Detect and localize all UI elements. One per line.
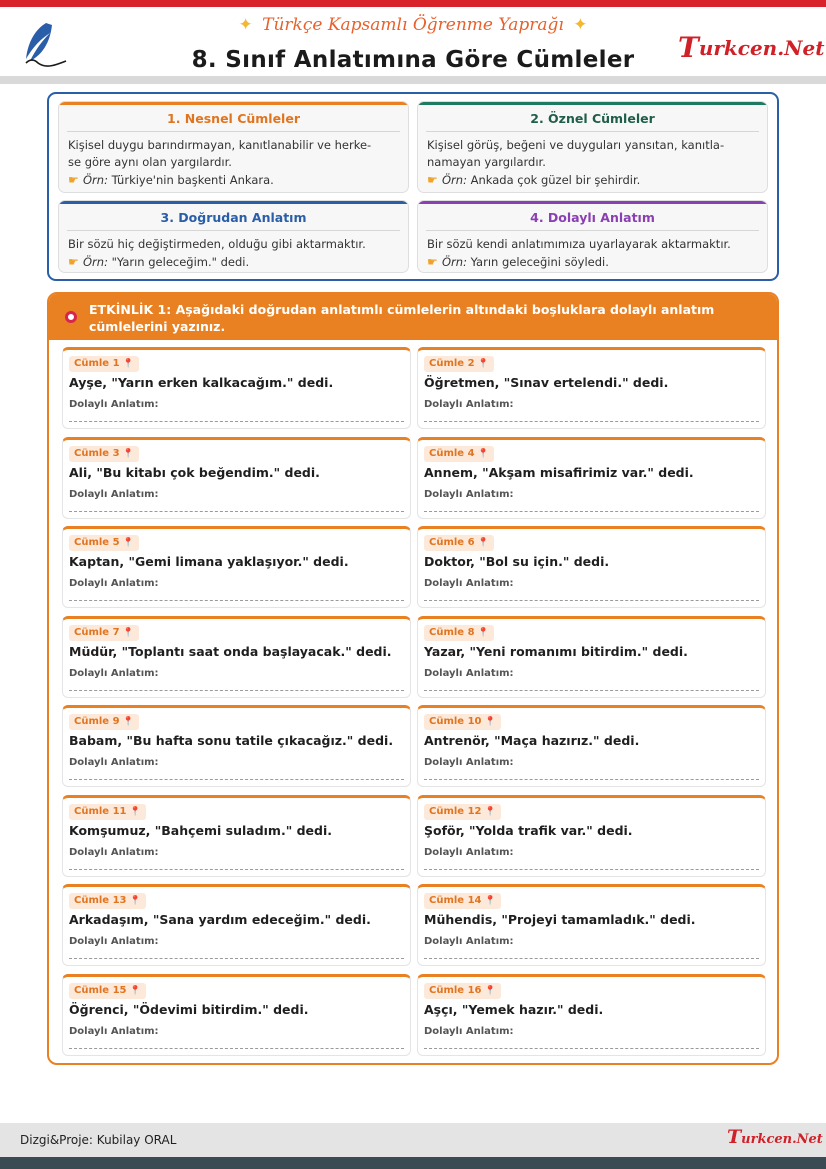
sentence-tag: Cümle 4 📍 [424, 446, 494, 462]
answer-label: Dolaylı Anlatım: [424, 488, 514, 500]
sentence-card [62, 884, 411, 966]
footer-logo: Turkcen.Net [727, 1126, 823, 1148]
direct-speech-sentence: Öğrenci, "Ödevimi bitirdim." dedi. [69, 1001, 309, 1017]
sentence-tag: Cümle 15 📍 [69, 983, 146, 999]
page-header [0, 7, 826, 76]
sparkle-icon: ✦ [573, 15, 588, 35]
definitions-panel [47, 92, 779, 281]
answer-label: Dolaylı Anlatım: [424, 1025, 514, 1037]
sentence-tag: Cümle 10 📍 [424, 714, 501, 730]
target-icon [65, 311, 77, 323]
sentence-tag: Cümle 13 📍 [69, 893, 146, 909]
sentence-card [417, 884, 766, 966]
answer-line[interactable] [69, 421, 404, 422]
sentence-card [62, 705, 411, 787]
answer-label: Dolaylı Anlatım: [69, 1025, 159, 1037]
pushpin-icon: 📍 [484, 896, 496, 906]
pointing-hand-icon: ☛ [68, 255, 79, 269]
answer-line[interactable] [69, 1048, 404, 1049]
pushpin-icon: 📍 [477, 448, 489, 459]
definition-text: Bir sözü kendi anlatımımıza uyarlayarak aktarmaktır. [427, 237, 731, 251]
direct-speech-sentence: Doktor, "Bol su için." dedi. [424, 554, 610, 569]
footer-credit: Dizgi&Proje: Kubilay ORAL [20, 1133, 177, 1147]
pushpin-icon: 📍 [122, 448, 134, 459]
sentence-tag: Cümle 3 📍 [69, 446, 139, 462]
sentence-card [417, 526, 766, 608]
definition-title: 4. Dolaylı Anlatım [426, 210, 759, 231]
activity-header [49, 294, 777, 340]
definition-example: ☛ Örn: Türkiye'nin başkenti Ankara. [68, 173, 274, 187]
sentence-tag: Cümle 6 📍 [424, 535, 494, 551]
definition-card-nesnel [58, 101, 409, 193]
sentence-card [62, 526, 411, 608]
pushpin-icon: 📍 [477, 359, 489, 369]
activity-instructions: ETKİNLİK 1: Aşağıdaki doğrudan anlatımlı cümlelerin altındaki boşluklara dolaylı anlatım cümlelerini yazınız. [89, 302, 715, 334]
answer-line[interactable] [424, 958, 759, 959]
pointing-hand-icon: ☛ [427, 173, 438, 187]
pushpin-icon: 📍 [477, 538, 489, 548]
pushpin-icon: 📍 [477, 627, 489, 638]
sentence-tag: Cümle 8 📍 [424, 625, 494, 641]
sentence-tag: Cümle 16 📍 [424, 983, 501, 999]
answer-label: Dolaylı Anlatım: [424, 846, 514, 858]
definition-example: ☛ Örn: Ankada çok güzel bir şehirdir. [427, 173, 641, 187]
answer-label: Dolaylı Anlatım: [424, 578, 514, 589]
answer-line[interactable] [424, 421, 759, 422]
sentence-card [62, 347, 411, 429]
answer-line[interactable] [424, 690, 759, 691]
answer-label: Dolaylı Anlatım: [69, 757, 159, 768]
answer-label: Dolaylı Anlatım: [424, 399, 514, 410]
subtitle-text: Türkçe Kapsamlı Öğrenme Yaprağı [262, 15, 564, 35]
sentence-card [62, 974, 411, 1056]
definition-text: Kişisel görüş, beğeni ve duyguları yansıtan, kanıtla- namayan yargılardır. [427, 138, 725, 169]
answer-label: Dolaylı Anlatım: [424, 667, 514, 679]
definition-text: Bir sözü hiç değiştirmeden, olduğu gibi aktarmaktır. [68, 237, 366, 251]
direct-speech-sentence: Komşumuz, "Bahçemi suladım." dedi. [69, 822, 332, 838]
answer-line[interactable] [424, 1048, 759, 1049]
answer-line[interactable] [69, 600, 404, 601]
pushpin-icon: 📍 [122, 359, 134, 369]
sentence-tag: Cümle 14 📍 [424, 893, 501, 909]
sentence-tag: Cümle 1 📍 [69, 356, 139, 372]
direct-speech-sentence: Şoför, "Yolda trafik var." dedi. [424, 822, 633, 838]
sentence-tag: Cümle 12 📍 [424, 804, 501, 820]
answer-line[interactable] [424, 779, 759, 780]
definition-card-dogrudan [58, 200, 409, 273]
sentence-card [417, 616, 766, 698]
definition-title: 1. Nesnel Cümleler [67, 111, 400, 132]
direct-speech-sentence: Ali, "Bu kitabı çok beğendim." dedi. [69, 464, 320, 480]
sentence-card [417, 437, 766, 519]
header-divider [0, 76, 826, 84]
answer-line[interactable] [69, 511, 404, 512]
answer-line[interactable] [69, 958, 404, 959]
sentence-tag: Cümle 2 📍 [424, 356, 494, 372]
sentence-card [62, 795, 411, 877]
direct-speech-sentence: Arkadaşım, "Sana yardım edeceğim." dedi. [69, 912, 371, 927]
pushpin-icon: 📍 [129, 985, 141, 996]
sentence-tag: Cümle 11 📍 [69, 804, 146, 820]
sentence-tag: Cümle 7 📍 [69, 625, 139, 641]
direct-speech-sentence: Mühendis, "Projeyi tamamladık." dedi. [424, 912, 696, 927]
answer-line[interactable] [69, 869, 404, 870]
direct-speech-sentence: Annem, "Akşam misafirimiz var." dedi. [424, 464, 694, 480]
definition-example: ☛ Örn: Yarın geleceğini söyledi. [427, 255, 609, 269]
sentence-card [417, 705, 766, 787]
direct-speech-sentence: Babam, "Bu hafta sonu tatile çıkacağız." dedi. [69, 733, 394, 748]
answer-label: Dolaylı Anlatım: [69, 846, 159, 858]
footer-bar [0, 1157, 826, 1169]
pointing-hand-icon: ☛ [68, 173, 79, 187]
direct-speech-sentence: Kaptan, "Gemi limana yaklaşıyor." dedi. [69, 554, 349, 569]
answer-line[interactable] [424, 869, 759, 870]
pushpin-icon: 📍 [129, 806, 141, 817]
pointing-hand-icon: ☛ [427, 255, 438, 269]
pushpin-icon: 📍 [484, 985, 496, 996]
pushpin-icon: 📍 [484, 717, 496, 727]
answer-label: Dolaylı Anlatım: [69, 578, 159, 589]
answer-label: Dolaylı Anlatım: [69, 399, 159, 410]
sentence-card [417, 347, 766, 429]
direct-speech-sentence: Yazar, "Yeni romanımı bitirdim." dedi. [424, 643, 688, 659]
definition-card-dolayli [417, 200, 768, 273]
direct-speech-sentence: Ayşe, "Yarın erken kalkacağım." dedi. [69, 375, 334, 390]
direct-speech-sentence: Antrenör, "Maça hazırız." dedi. [424, 733, 640, 748]
definition-title: 2. Öznel Cümleler [426, 111, 759, 132]
answer-label: Dolaylı Anlatım: [69, 488, 159, 500]
answer-label: Dolaylı Anlatım: [69, 667, 159, 679]
definition-example: ☛ Örn: "Yarın geleceğim." dedi. [68, 255, 250, 269]
definition-card-oznel [417, 101, 768, 193]
activity-panel [47, 292, 779, 1065]
answer-label: Dolaylı Anlatım: [424, 936, 514, 947]
answer-line[interactable] [424, 511, 759, 512]
sentence-card [62, 437, 411, 519]
pushpin-icon: 📍 [122, 627, 134, 638]
top-accent-bar [0, 0, 826, 7]
direct-speech-sentence: Öğretmen, "Sınav ertelendi." dedi. [424, 375, 669, 390]
pushpin-icon: 📍 [129, 896, 141, 906]
direct-speech-sentence: Müdür, "Toplantı saat onda başlayacak." dedi. [69, 643, 392, 659]
direct-speech-sentence: Aşçı, "Yemek hazır." dedi. [424, 1001, 604, 1017]
answer-label: Dolaylı Anlatım: [424, 757, 514, 768]
answer-line[interactable] [424, 600, 759, 601]
page-title: 8. Sınıf Anlatımına Göre Cümleler [191, 47, 635, 73]
sentence-tag: Cümle 5 📍 [69, 535, 139, 551]
sentence-card [417, 974, 766, 1056]
site-logo: Turkcen.Net [678, 31, 825, 64]
answer-line[interactable] [69, 779, 404, 780]
definition-text: Kişisel duygu barındırmayan, kanıtlanabilir ve herke- se göre aynı olan yargılardır. [68, 138, 372, 169]
sparkle-icon: ✦ [238, 15, 253, 35]
answer-line[interactable] [69, 690, 404, 691]
sentence-card [62, 616, 411, 698]
pushpin-icon: 📍 [122, 717, 134, 727]
answer-label: Dolaylı Anlatım: [69, 936, 159, 947]
pushpin-icon: 📍 [484, 806, 496, 817]
pushpin-icon: 📍 [122, 538, 134, 548]
definition-title: 3. Doğrudan Anlatım [67, 210, 400, 231]
sentence-card [417, 795, 766, 877]
sentence-tag: Cümle 9 📍 [69, 714, 139, 730]
